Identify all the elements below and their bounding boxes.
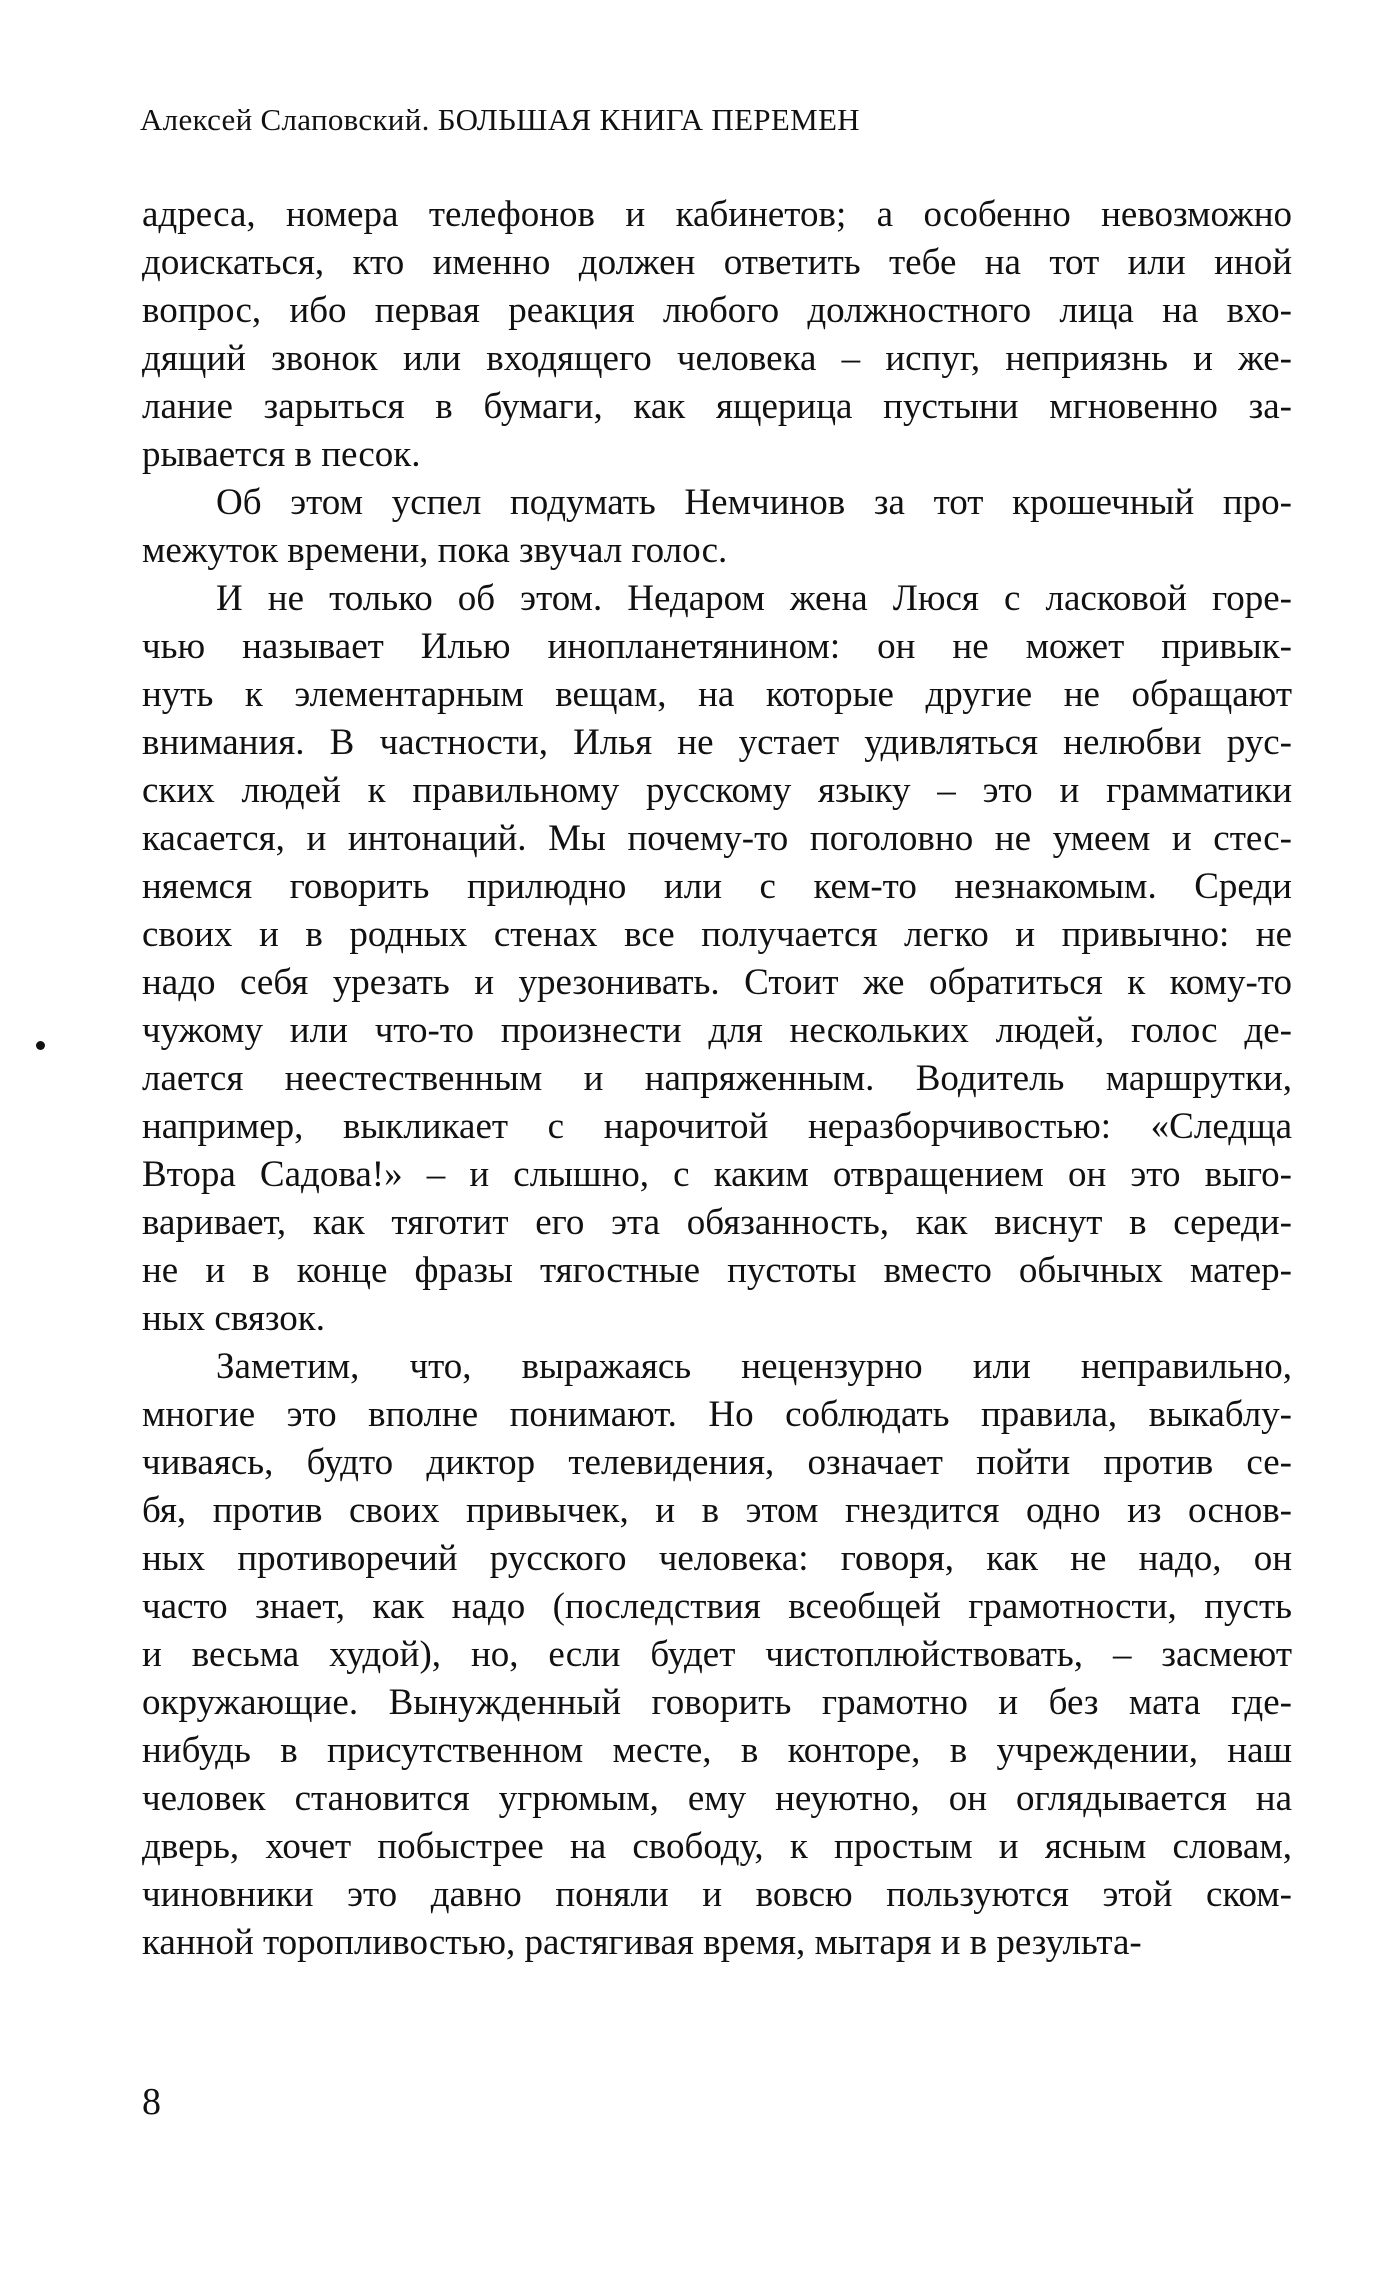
text-line: нибудь в присутственном месте, в конторе, в учреждении, наш [142, 1730, 1292, 1771]
paragraph [142, 191, 1292, 479]
text-line: лание зарыться в бумаги, как ящерица пустыни мгновенно за- [142, 386, 1292, 427]
text-line: надо себя урезать и урезонивать. Стоит же обратиться к кому-то [142, 962, 1292, 1003]
text-line: И не только об этом. Недаром жена Люся с ласковой горе- [216, 578, 1292, 619]
text-line: дящий звонок или входящего человека – испуг, неприязнь и же- [142, 338, 1292, 379]
text-line: внимания. В частности, Илья не устает удивляться нелюбви рус- [142, 722, 1292, 763]
text-line: няемся говорить прилюдно или с кем-то незнакомым. Среди [142, 866, 1292, 907]
body-text [142, 191, 1292, 1967]
text-line: адреса, номера телефонов и кабинетов; а особенно невозможно [142, 194, 1292, 235]
text-line: чиновники это давно поняли и вовсю пользуются этой ском- [142, 1874, 1292, 1915]
text-line: Об этом успел подумать Немчинов за тот крошечный про- [216, 482, 1292, 523]
text-line: нуть к элементарным вещам, на которые другие не обращают [142, 674, 1292, 715]
running-header [140, 100, 1270, 140]
text-line: чью называет Илью инопланетянином: он не может привык- [142, 626, 1292, 667]
text-line: не и в конце фразы тягостные пустоты вместо обычных матер- [142, 1250, 1292, 1291]
header-book-title: БОЛЬШАЯ КНИГА ПЕРЕМЕН [437, 102, 860, 137]
text-line: рывается в песок. [142, 434, 421, 475]
text-line: чиваясь, будто диктор телевидения, означает пойти против се- [142, 1442, 1292, 1483]
paragraph [142, 575, 1292, 1343]
text-line: ных связок. [142, 1298, 325, 1339]
text-line: доискаться, кто именно должен ответить тебе на тот или иной [142, 242, 1292, 283]
text-line: варивает, как тяготит его эта обязанность, как виснут в середи- [142, 1202, 1292, 1243]
text-line: ских людей к правильному русскому языку – это и грамматики [142, 770, 1292, 811]
text-line: дверь, хочет побыстрее на свободу, к простым и ясным словам, [142, 1826, 1292, 1867]
text-line: и весьма худой), но, если будет чистоплюйствовать, – засмеют [142, 1634, 1292, 1675]
text-line: касается, и интонаций. Мы почему-то поголовно не умеем и стес- [142, 818, 1292, 859]
text-line: канной торопливостью, растягивая время, мытаря и в результа- [142, 1922, 1142, 1963]
text-line: чужому или что-то произнести для нескольких людей, голос де- [142, 1010, 1292, 1051]
text-line: Заметим, что, выражаясь нецензурно или неправильно, [216, 1346, 1292, 1387]
margin-dot [36, 1041, 45, 1050]
text-line: многие это вполне понимают. Но соблюдать правила, выкаблу- [142, 1394, 1292, 1435]
text-line: окружающие. Вынужденный говорить грамотно и без мата где- [142, 1682, 1292, 1723]
page-number: 8 [142, 2081, 161, 2123]
text-line: например, выкликает с нарочитой неразборчивостью: «Следща [142, 1106, 1292, 1147]
paragraph [142, 479, 1292, 575]
header-author: Алексей Слаповский. [140, 102, 430, 137]
text-line: Втора Садова!» – и слышно, с каким отвращением он это выго- [142, 1154, 1292, 1195]
text-line: ных противоречий русского человека: говоря, как не надо, он [142, 1538, 1292, 1579]
paragraph [142, 1343, 1292, 1967]
text-line: бя, против своих привычек, и в этом гнездится одно из основ- [142, 1490, 1292, 1531]
text-line: межуток времени, пока звучал голос. [142, 530, 728, 571]
text-line: лается неестественным и напряженным. Водитель маршрутки, [142, 1058, 1292, 1099]
text-line: часто знает, как надо (последствия всеобщей грамотности, пусть [142, 1586, 1292, 1627]
text-line: своих и в родных стенах все получается легко и привычно: не [142, 914, 1292, 955]
text-line: вопрос, ибо первая реакция любого должностного лица на вхо- [142, 290, 1292, 331]
text-line: человек становится угрюмым, ему неуютно, он оглядывается на [142, 1778, 1292, 1819]
